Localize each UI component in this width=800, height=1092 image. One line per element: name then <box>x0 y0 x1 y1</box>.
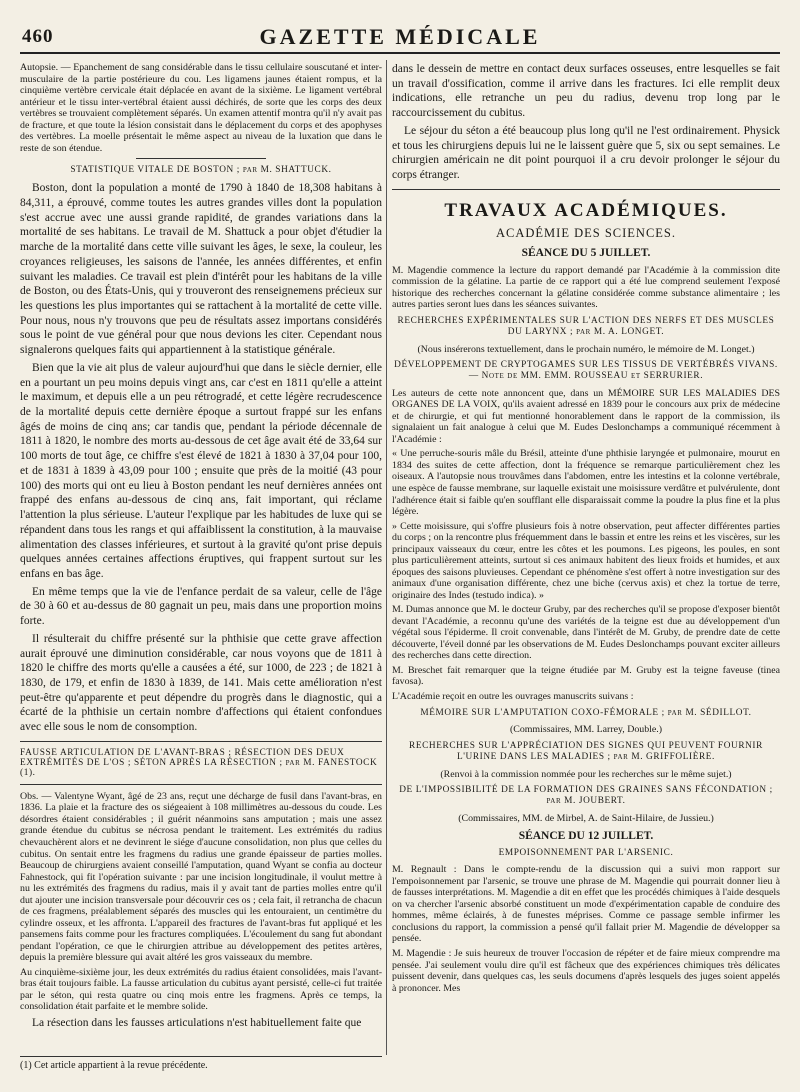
section-rule <box>392 189 780 190</box>
column-divider <box>386 60 387 1055</box>
article-paragraph: M. Regnault : Dans le compte-rendu de la discussion qui a suivi mon rapport sur l'empoisonnement par l'arsenic, se trouve une phrase de M. Magendie qui pourrait donner lieu à de fausses interprétations. M. Magendie a dit en effet que les procédés chimiques à l'aide desquels on va chercher l'arsenic absorbé constituent un mode d'expérimentation capable de conduire des hommes, même éclairés, à de funestes méprises. Comme ce passage semble infirmer les conclusions du rapport, la commission a pensé qu'il fallait prier M. Magendie de développer sa pensée. <box>392 864 780 945</box>
section-rule <box>136 158 266 159</box>
griffoliere-heading: RECHERCHES SUR L'APPRÉCIATION DES SIGNES QUI PEUVENT FOURNIR L'URINE DANS LES MALADIES ; par M. GRIFFOLIÈRE. <box>409 740 763 762</box>
right-column <box>392 62 780 1077</box>
article-paragraph: La résection dans les fausses articulations n'est habituellement faite que <box>32 1016 362 1029</box>
seance-date-heading: SÉANCE DU 5 JUILLET. <box>521 246 651 259</box>
article-paragraph: M. Dumas annonce que M. le docteur Gruby, par des recherches qu'il se propose d'exposer bientôt devant l'Académie, a reconnu qu'une des variétés de la teigne est due au développement d'un végétal sous l'épiderme. Il croit convenable, dans l'intérêt de M. Gruby, de prendre date de cette découverte, l'éveil donné par les observations de M. Eudes Deslonchamps pouvant exciter ailleurs des recherches dans cette direction. <box>392 604 780 662</box>
continuation-article <box>392 62 780 183</box>
columns <box>20 54 780 1079</box>
sedillot-heading: MÉMOIRE SUR L'AMPUTATION COXO-FÉMORALE ; par M. SÉDILLOT. <box>420 707 752 718</box>
article-paragraph: M. Magendie commence la lecture du rapport demandé par l'Académie à la commission dite commission de la gélatine. La partie de ce rapport qui a été lue comprend seulement l'exposé historique des recherches concernant la gélatine considérée comme substance alimentaire ; les autres parties seront lues dans les séances suivantes. <box>392 264 780 311</box>
statistique-article <box>20 181 382 735</box>
article-paragraph: Il résulterait du chiffre présenté sur la phthisie que cette grave affection aurait éprouvé une diminution considérable, car nous voyons que de 1811 à 1820 le chiffre des morts qu'elle a causées a été, sur 1000, de 223 ; de 1821 à 1830, de 179, et enfin de 1830 à 1839, de 141. Mais cette amélioration n'est peut-être qu'apparente et peut dépendre du progrès dans le diagnostic, qui a écarté de la phthisie un certain nombre d'affections qui étaient confondues avec elle sous le nom de consomption. <box>20 632 382 734</box>
longet-heading: RECHERCHES EXPÉRIMENTALES SUR L'ACTION DES NERFS ET DES MUSCLES DU LARYNX ; par M. A. LONGET. <box>397 315 775 337</box>
observation-paragraph: Au cinquième-sixième jour, les deux extrémités du radius étaient consolidées, mais l'avant-bras était toujours faible. La fausse articulation du cubitus ayant persisté, celle-ci fut traitée par le séton, qui resta quatre ou cinq mois entre les fragmens. Après ce temps, la consolidation était parfaite et le membre solide. <box>20 966 382 1013</box>
article-paragraph: M. Magendie : Je suis heureux de trouver l'occasion de répéter et de faire mieux comprendre ma pensée. J'ai seulement voulu dire qu'il est fâcheux que des expériences chimiques très délicates puissent devenir, dans quelques cas, les seuls documens d'après lesquels des juges soient appelés à prononcer. Mes <box>392 947 780 994</box>
article-paragraph: Le séjour du séton a été beaucoup plus long qu'il ne l'est ordinairement. Physick et tous les chirurgiens depuis lui ne le laissent guère que 5, six ou sept semaines. Le chirurgien américain ne dit point pourquoi il a cru devoir prolonger le séjour du corps étranger. <box>392 124 780 182</box>
page-header <box>20 18 780 54</box>
article-paragraph: dans le dessein de mettre en contact deux surfaces osseuses, entre lesquelles se fait un travail d'ossification, comme il arrive dans les fractures. Ici elle remplit deux indications, elle retranche un peu du radius, devenu trop long par le raccourcissement du cubitus. <box>392 63 780 120</box>
left-column <box>20 62 382 1062</box>
observation-article <box>20 791 382 1013</box>
section-rule <box>20 741 382 742</box>
joubert-heading: DE L'IMPOSSIBILITÉ DE LA FORMATION DES GRAINES SANS FÉCONDATION ; par M. JOUBERT. <box>399 785 773 806</box>
footnote: (1) Cet article appartient à la revue précédente. <box>20 1056 382 1071</box>
journal-title: GAZETTE MÉDICALE <box>259 24 541 49</box>
article-paragraph: Bien que la vie ait plus de valeur aujourd'hui que dans le siècle dernier, elle en a pourtant un peu moins depuis vingt ans, car c'est en 1811 qu'elle a atteint le maximum, et depuis elle a un peu rétrogradé, et cette légère recrudescence de la mortalité depuis cette dernière époque a surtout frappé sur les enfans âgés de moins de cinq ans; car tandis que, pendant la période décennale de 1811 à 1820, le nombre des morts au-dessous de cet âge avait été de 33,64 sur 100 morts de tout âge, ce chiffre s'est élevé de 1821 à 1830 à 37,04 pour 100, et de 1831 à 1839 à 43,09 pour 100 ; ensuite que près de la moitié (43 pour 100) des morts qui ont eu lieu à Boston pendant les neuf dernières années ont frappé des enfans au-dessous de cinq ans, fait important, qui réclame l'attention la plus sérieuse. L'auteur l'explique par les habitudes de luxe qui se répandent dans tous les rangs et qui affaiblissent la constitution, à la mauvaise alimentation des classes inférieures, et surtout à la gravité qu'ont prise depuis quelques années certaines affections éruptives, qui frappent surtout sur les enfans en bas âge. <box>20 361 382 580</box>
autopsie-paragraph: Autopsie. — Epanchement de sang considérable dans le tissu cellulaire souscutané et inter-musculaire de la partie postérieure du cou. Les ligamens jaunes étaient rompus, et la cinquième vertèbre cervicale était déplacée en avant de la sixième. Le ligament vertébral antérieur et le tissu inter-vertébral étaient aussi déchirés, de sorte que les corps des deux vertèbres se trouvaient complètement séparés. Un examen attentif montra qu'il n'y avait pas de fracture, et que toute la lésion consistait dans le déplacement du corps et des apophyses des vertèbres. La moelle présentait le même aspect au niveau de la luxation que dans le reste de son étendue. <box>20 62 382 154</box>
cryptogames-heading: DÉVELOPPEMENT DE CRYPTOGAMES SUR LES TISSUS DE VERTÉBRÉS VIVANS. — Note de MM. EMM. ROUSSEAU et SERRURIER. <box>394 360 778 381</box>
commission-note: (Renvoi à la commission nommée pour les recherches sur le même sujet.) <box>440 768 732 780</box>
statistique-heading: STATISTIQUE VITALE DE BOSTON ; par M. SHATTUCK. <box>70 165 332 176</box>
article-paragraph: Boston, dont la population a monté de 1790 à 1840 de 18,308 habitans à 84,311, a éprouvé, comme toutes les autres grandes villes dont la population s'est accrue avec une aussi grande rapidité, de grandes variations dans la mortalité de ses habitans. Le travail de M. Shattuck a pour objet d'étudier la marche de la mortalité dans cette ville suivant les âges, le sexe, la couleur, les croyances religieuses, les saisons de l'année, les années différentes, et enfin suivant les maladies. Ce travail est plein d'intérêt pour les habitans de la ville de Boston, ou des États-Unis, qui y trouveront des renseignemens précieux sur les questions les plus importantes qui se rattachent à la mortalité de cette ville. Pour nous, nous n'y trouvons que peu de résultats assez importans considérés sous le point de vue général pour que nous devions les citer. Cependant nous signalerons quelques faits qui appartiennent à la statistique générale. <box>20 182 382 357</box>
commission-note: (Commissaires, MM. Larrey, Double.) <box>509 724 663 736</box>
article-paragraph: » Cette moisissure, qui s'offre plusieurs fois à notre observation, peut affecter différentes parties du corps ; on la rencontre plus fréquemment dans le bassin et entre les reins et les viscères, sur les principaux vaisseaux du cœur, entre les côtes et les poumons. Les pigeons, les poules, en sont plus particulièrement atteints, surtout si ces animaux habitent des lieux froids et humides, et aux époques des saisons pluvieuses. Cependant ce phénomène s'est offert à notre investigation sur des animaux d'une organisation différente, chez une biche (cervus axis) et chez la tortue de terre, originaire des Indes (testudo indica). » <box>392 520 780 601</box>
editor-note: (Nous insérerons textuellement, dans le prochain numéro, le mémoire de M. Longet.) <box>417 343 755 355</box>
article-paragraph: Les auteurs de cette note annoncent que, dans un MÉMOIRE SUR LES MALADIES DES ORGANES DE LA VOIX, qu'ils avaient adressé en 1839 pour le concours aux prix de médecine et de chirurgie, et qui fut mentionné honorablement dans le rapport de la commission, ils signalaient un fait analogue à celui que M. Eudes Deslonchamps a communiqué récemment à l'Académie : <box>392 387 780 445</box>
article-paragraph: « Une perruche-souris mâle du Brésil, atteinte d'une phthisie laryngée et pulmonaire, mourut en 1834 des suites de cette affection, dont la fréquence se remarque particulièrement chez les oiseaux. A l'autopsie nous trouvâmes dans l'abdomen, entre les intestins et la colonne vertébrale, une espèce de fausse membrane, sur laquelle existait une moisissure verdâtre et pulvérulente, dont l'adhérence était si faible qu'en soufflant elle disparaissait comme la poudre la plus fine et la plus légère. <box>392 448 780 518</box>
page-number: 460 <box>22 26 54 47</box>
article-paragraph: M. Breschet fait remarquer que la teigne étudiée par M. Gruby est la teigne faveuse (tinea favosa). <box>392 664 780 688</box>
article-paragraph: L'Académie reçoit en outre les ouvrages manuscrits suivans : <box>392 691 634 702</box>
arsenic-heading: EMPOISONNEMENT PAR L'ARSENIC. <box>498 848 674 859</box>
travaux-academiques-title: TRAVAUX ACADÉMIQUES. <box>444 199 728 221</box>
seance-date-heading: SÉANCE DU 12 JUILLET. <box>518 830 654 843</box>
fausse-articulation-heading: FAUSSE ARTICULATION DE L'AVANT-BRAS ; RÉSECTION DES DEUX EXTRÉMITÉS DE L'OS ; SÉTON APRÈS LA RÉSECTION ; par M. FANESTOCK (1). <box>20 747 378 778</box>
section-rule <box>20 784 382 785</box>
academie-heading: ACADÉMIE DES SCIENCES. <box>496 225 676 240</box>
article-paragraph: En même temps que la vie de l'enfance perdait de sa valeur, celle de l'âge de 30 à 60 et au-dessus de 80 gagnait un peu, mais dans une proportion moins forte. <box>20 585 382 628</box>
commission-note: (Commissaires, MM. de Mirbel, A. de Saint-Hilaire, de Jussieu.) <box>458 812 714 824</box>
observation-paragraph: Obs. — Valentyne Wyant, âgé de 23 ans, reçut une décharge de fusil dans l'avant-bras, en 1836. La plaie et la fracture des os siégeaient à 108 millimètres au-dessous du coude. Les désordres étaient considérables ; il guérit néanmoins sans amputation ; mais une assez grande étendue du cubitus se nécrosa pendant le traitement. Les extrémités du radius chevauchèrent alors et ne devinrent le siége d'aucune consolidation, non plus que celles du cubitus. On sentait entre les fragmens du radius une grande épaisseur de parties molles. Beaucoup de chirurgiens avaient conseillé l'amputation, quand Wyant se confia au docteur Fahnestock, qui fit l'opération suivante : par une incision longitudinale, il voulut mettre à nu les extrémités des fragmens du radius, mais il y avait tant de parties molles entre qu'il dut ajouter une incision transversale pour découvrir ces os ; cela fait, il retrancha de chacun de ces fragmens, préalablement séparés des muscles qui les entouraient, un centimètre du cylindre osseux, et les affronta. L'appareil des fractures de l'avant-bras fut appliqué et les pansemens faits comme pour les fractures compliquées. L'écoulement du sang fut abondant pendant l'opération, ce que le chirurgien attribue au développement des petites artères, depuis la première blessure qui avait altéré les gros vaisseaux du membre. <box>20 790 382 964</box>
